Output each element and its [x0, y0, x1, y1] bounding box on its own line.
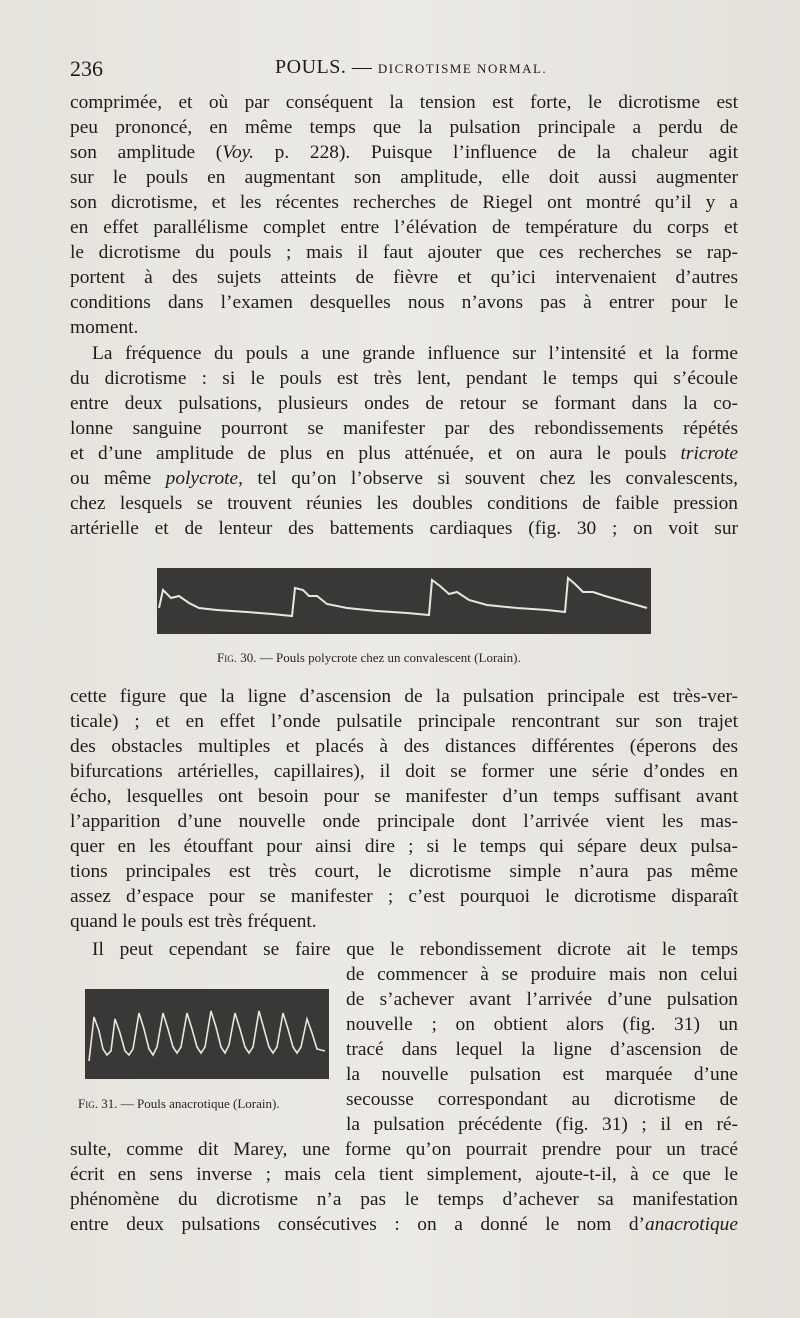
figure-30-caption: [217, 650, 521, 666]
text-line: lonne sanguine pourront se manifester par des rebondissements répétés: [70, 418, 738, 439]
paragraph-4-first: [70, 937, 738, 962]
figure-caption-text: — Pouls polycrote chez un convalescent (Lorain).: [259, 650, 521, 665]
running-title-main: POULS.: [275, 56, 347, 78]
text-line: ticale) ; et en effet l’onde pulsatile principale rencontrant sur son trajet: [70, 711, 738, 732]
page-number: 236: [70, 56, 103, 81]
text-line: sur le pouls en augmentant son amplitude, elle doit aussi augmenter: [70, 167, 738, 188]
running-header: [70, 56, 738, 84]
italic-term: tricrote: [680, 443, 738, 464]
text-line: sulte, comme dit Marey, une forme qu’on pourrait prendre pour un tracé: [70, 1139, 738, 1160]
text-line: phénomène du dicrotisme n’a pas le temps d’achever sa manifestation: [70, 1189, 738, 1210]
paragraph-3: [70, 684, 738, 934]
paragraph-2: [70, 341, 738, 541]
figure-caption-text: — Pouls anacrotique (Lorain).: [120, 1096, 280, 1111]
text-line: du dicrotisme : si le pouls est très lent, pendant le temps qui s’écoule: [70, 368, 738, 389]
text-line: son dicrotisme, et les récentes recherches de Riegel ont montré qu’il y a: [70, 192, 738, 213]
italic-term: anacrotique: [645, 1214, 738, 1235]
text-line: de commencer à se produire mais non celui: [346, 964, 738, 985]
text-line: portent à des sujets atteints de fièvre et qu’ici intervenaient d’autres: [70, 267, 738, 288]
text-line: quand le pouls est très fréquent.: [70, 911, 317, 932]
italic-term: polycrote: [165, 468, 239, 489]
text-line: nouvelle ; on obtient alors (fig. 31) un: [346, 1014, 738, 1035]
text-line: la nouvelle pulsation est marquée d’une: [346, 1064, 738, 1085]
figure-31: [85, 989, 329, 1079]
text-line: secousse correspondant au dicrotisme de: [346, 1089, 738, 1110]
text-line: comprimée, et où par conséquent la tension est forte, le dicrotisme est: [70, 92, 738, 113]
text-line: assez d’espace pour se manifester ; c’est pourquoi le dicrotisme disparaît: [70, 886, 738, 907]
paragraph-4-wrap: [346, 962, 738, 1137]
text-line: de s’achever avant l’arrivée d’une pulsation: [346, 989, 738, 1010]
text-line: et d’une amplitude de plus en plus atténuée, et on aura le pouls tricrote: [70, 443, 738, 464]
text-line: peu prononcé, en même temps que la pulsation principale a perdu de: [70, 117, 738, 138]
pulse-tracing-anacrotic: [85, 989, 329, 1079]
pulse-tracing-polycrote: [157, 568, 651, 634]
running-title-sub: DICROTISME NORMAL.: [377, 61, 548, 76]
text-line: La fréquence du pouls a une grande influence sur l’intensité et la forme: [92, 343, 738, 364]
text-line: écho, lesquelles ont besoin pour se manifester d’un temps suffisant avant: [70, 786, 738, 807]
paragraph-1: [70, 90, 738, 340]
text-line: conditions dans l’examen desquelles nous n’avons pas à entrer pour le: [70, 292, 738, 313]
figure-31-caption: [78, 1096, 280, 1112]
text-line: quer en les étouffant pour ainsi dire ; si le temps qui sépare deux pulsa-: [70, 836, 738, 857]
text-line: l’apparition d’une nouvelle onde principale dont l’arrivée vient les mas-: [70, 811, 738, 832]
text-line: bifurcations artérielles, capillaires), il doit se former une série d’ondes en: [70, 761, 738, 782]
figure-30: [157, 568, 651, 634]
running-title: [275, 56, 547, 79]
paragraph-4-rest: [70, 1137, 738, 1237]
text-line: en effet parallélisme complet entre l’élévation de température du corps et: [70, 217, 738, 238]
text-line: entre deux pulsations, plusieurs ondes de retour se formant dans la co-: [70, 393, 738, 414]
text-line: moment.: [70, 317, 139, 338]
text-line: artérielle et de lenteur des battements cardiaques (fig. 30 ; on voit sur: [70, 518, 738, 539]
text-line: entre deux pulsations consécutives : on a donné le nom d’anacrotique: [70, 1214, 738, 1235]
figure-label: Fig. 30.: [217, 650, 257, 665]
text-line: des obstacles multiples et placés à des distances différentes (éperons des: [70, 736, 738, 757]
text-line: tracé dans lequel la ligne d’ascension de: [346, 1039, 738, 1060]
text-line: le dicrotisme du pouls ; mais il faut ajouter que ces recherches se rap-: [70, 242, 738, 263]
text-line: la pulsation précédente (fig. 31) ; il en ré-: [346, 1114, 738, 1135]
running-title-dash: —: [351, 56, 373, 78]
anacrotic-wave-svg: [85, 989, 329, 1079]
text-line: Il peut cependant se faire que le rebondissement dicrote ait le temps: [92, 939, 738, 960]
text-line: tions principales est très court, le dicrotisme simple n’aura pas même: [70, 861, 738, 882]
italic-ref: Voy.: [222, 142, 255, 163]
figure-label: Fig. 31.: [78, 1096, 118, 1111]
text-line: chez lesquels se trouvent réunies les doubles conditions de faible pression: [70, 493, 738, 514]
text-line: cette figure que la ligne d’ascension de la pulsation principale est très-ver-: [70, 686, 738, 707]
text-line: ou même polycrote, tel qu’on l’observe si souvent chez les convalescents,: [70, 468, 738, 489]
text-line: écrit en sens inverse ; mais cela tient simplement, ajoute-t-il, à ce que le: [70, 1164, 738, 1185]
text-line: son amplitude (Voy. p. 228). Puisque l’influence de la chaleur agit: [70, 142, 738, 163]
polycrote-wave-svg: [157, 568, 651, 634]
